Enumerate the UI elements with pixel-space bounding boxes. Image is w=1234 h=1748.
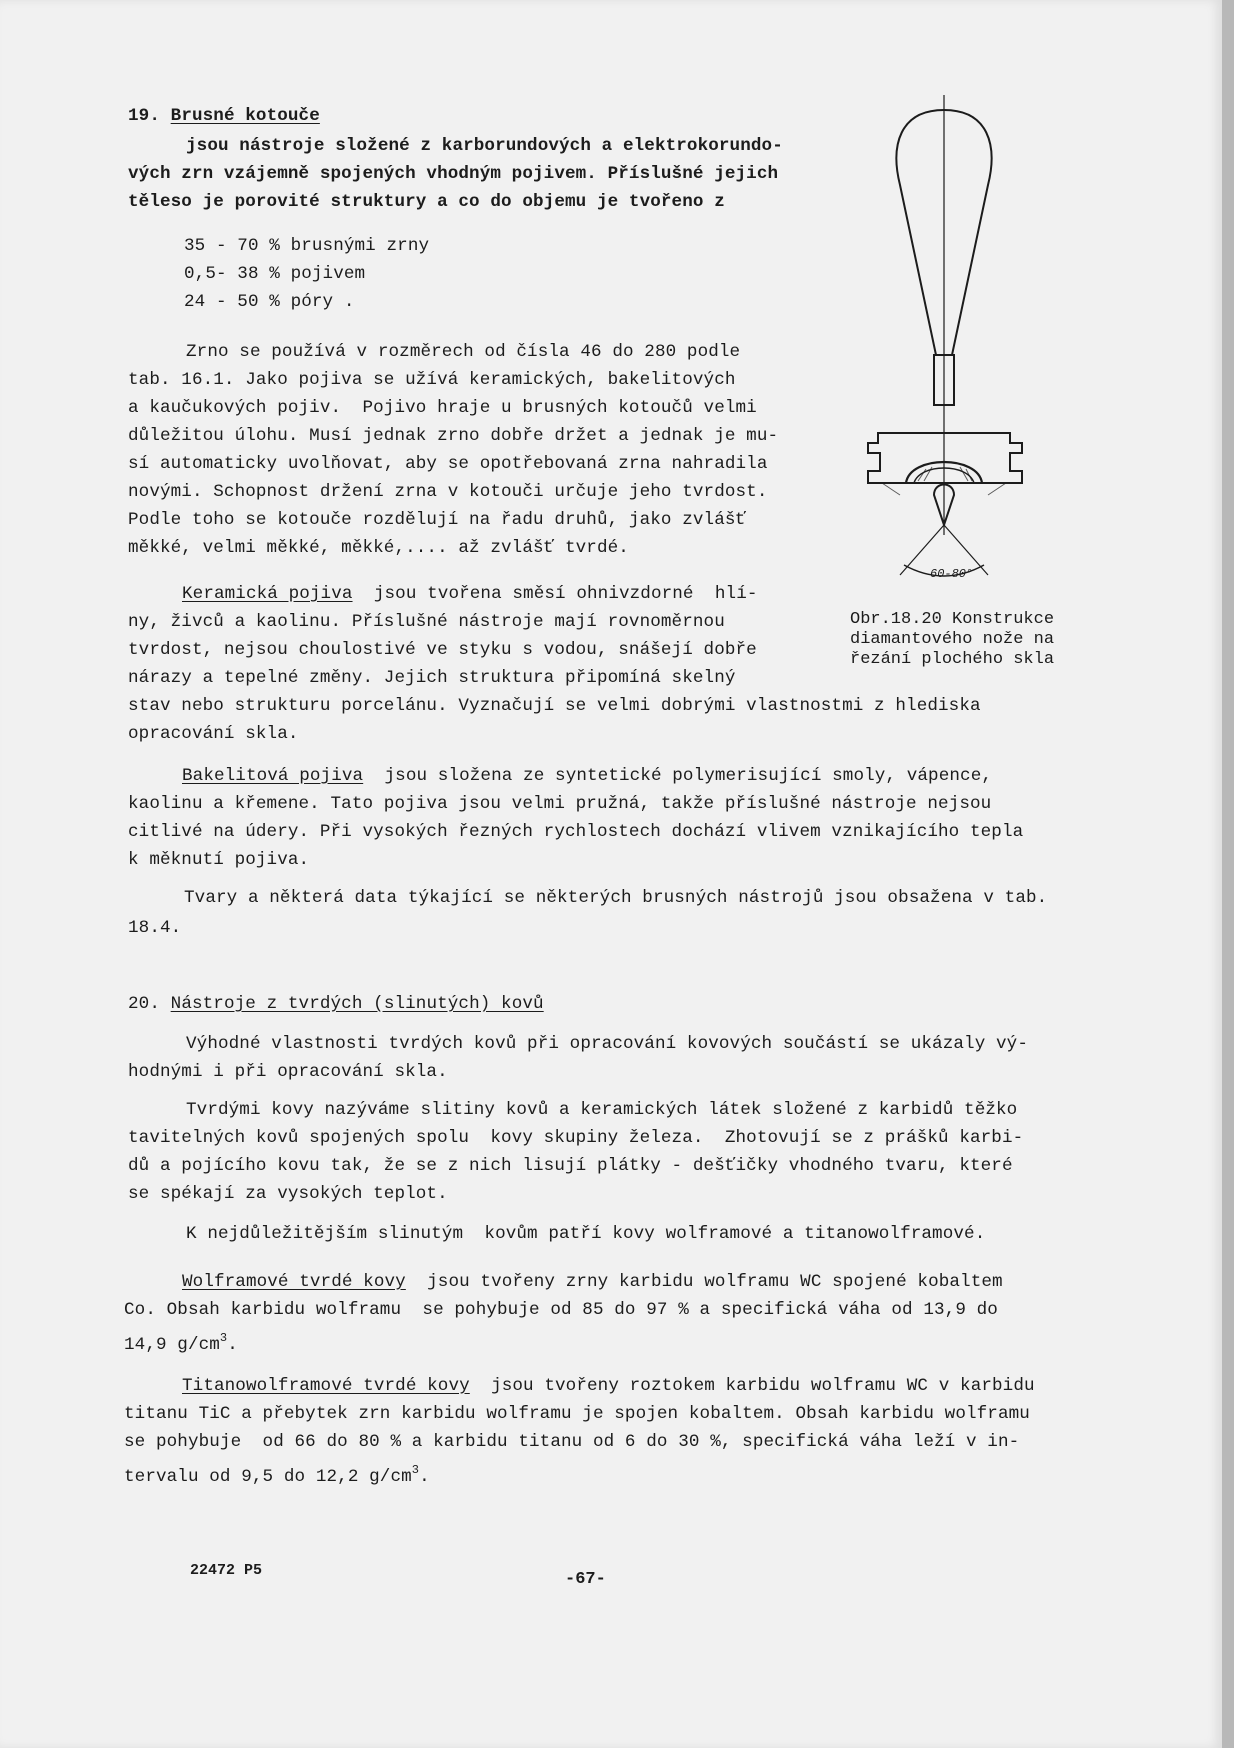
term-wolframove-kovy: Wolframové tvrdé kovy — [182, 1272, 406, 1292]
angle-label: 60-80° — [930, 567, 974, 581]
text-line: tavitelných kovů spojených spolu kovy skupiny železa. Zhotovují se z prášků karbi- — [128, 1128, 1024, 1148]
text-line: Podle toho se kotouče rozdělují na řadu druhů, jako zvlášť — [128, 510, 747, 530]
composition-item: 35 - 70 % brusnými zrny — [184, 236, 430, 256]
wolframove-paragraph-start — [182, 1268, 1003, 1296]
text-line: se spékají za vysokých teplot. — [128, 1184, 448, 1204]
text-span: jsou tvořena směsí ohnivzdorné hlí- — [352, 584, 758, 604]
text-span: jsou složena ze syntetické polymerisující smoly, vápence, — [363, 766, 993, 786]
text-line: dů a pojícího kovu tak, že se z nich lisují plátky - dešťičky vhodného tvaru, které — [128, 1156, 1013, 1176]
text-line: těleso je porovité struktury a co do objemu je tvořeno z — [128, 192, 725, 212]
composition-item: 24 - 50 % póry . — [184, 292, 355, 312]
text-line: Co. Obsah karbidu wolframu se pohybuje od 85 do 97 % a specifická váha od 13,9 do — [124, 1300, 998, 1320]
text-line: K nejdůležitějším slinutým kovům patří kovy wolframové a titanowolframové. — [186, 1224, 986, 1244]
text-span: tervalu od 9,5 do 12,2 g/cm — [124, 1467, 412, 1487]
section-20-heading — [128, 990, 544, 1018]
text-line: Tvary a některá data týkající se některých brusných nástrojů jsou obsažena v tab. — [184, 888, 1048, 908]
section-title: Nástroje z tvrdých (slinutých) kovů — [170, 994, 544, 1014]
section-number: 19. — [128, 106, 160, 126]
text-span: jsou tvořeny zrny karbidu wolframu WC spojené kobaltem — [405, 1272, 1003, 1292]
text-line: kaolinu a křemene. Tato pojiva jsou velmi pružná, takže příslušné nástroje nejsou — [128, 794, 992, 814]
text-line: tvrdost, nejsou choulostivé ve styku s vodou, snášejí dobře — [128, 640, 757, 660]
figure-caption-line: Obr.18.20 Konstrukce — [850, 610, 1055, 629]
text-line: titanu TiC a přebytek zrn karbidu wolframu je spojen kobaltem. Obsah karbidu wolframu — [124, 1404, 1030, 1424]
text-line: novými. Schopnost držení zrna v kotouči určuje jeho tvrdost. — [128, 482, 768, 502]
text-line: hodnými i při opracování skla. — [128, 1062, 448, 1082]
text-line: Zrno se používá v rozměrech od čísla 46 do 280 podle — [186, 342, 741, 362]
term-titanowolframove-kovy: Titanowolframové tvrdé kovy — [182, 1376, 470, 1396]
superscript: 3 — [411, 1463, 420, 1477]
text-line: a kaučukových pojiv. Pojivo hraje u brusných kotoučů velmi — [128, 398, 757, 418]
text-line: stav nebo strukturu porcelánu. Vyznačují se velmi dobrými vlastnostmi z hlediska — [128, 696, 981, 716]
text-line: k měknutí pojiva. — [128, 850, 310, 870]
text-line: jsou nástroje složené z karborundových a elektrokorundo- — [186, 136, 783, 156]
text-line — [124, 1456, 430, 1491]
document-code: 22472 P5 — [190, 1562, 263, 1579]
text-span: . — [227, 1335, 238, 1355]
text-line: ny, živců a kaolinu. Příslušné nástroje mají rovnoměrnou — [128, 612, 725, 632]
text-line: důležitou úlohu. Musí jednak zrno dobře držet a jednak je mu- — [128, 426, 779, 446]
titanowolframove-paragraph-start — [182, 1372, 1035, 1400]
term-bakelitova-pojiva: Bakelitová pojiva — [182, 766, 364, 786]
text-line — [124, 1324, 238, 1359]
text-line: měkké, velmi měkké, měkké,.... až zvlášť tvrdé. — [128, 538, 629, 558]
text-line: Výhodné vlastnosti tvrdých kovů při opracování kovových součástí se ukázaly vý- — [186, 1034, 1028, 1054]
keramicka-paragraph-start — [182, 580, 758, 608]
page-number: -67- — [565, 1570, 606, 1589]
page-edge — [1222, 0, 1234, 1748]
text-span: jsou tvořeny roztokem karbidu wolframu WC v karbidu — [469, 1376, 1035, 1396]
section-title: Brusné kotouče — [170, 106, 320, 126]
term-keramicka-pojiva: Keramická pojiva — [182, 584, 353, 604]
text-line: vých zrn vzájemně spojených vhodným pojivem. Příslušné jejich — [128, 164, 779, 184]
section-19-heading — [128, 102, 320, 130]
text-span: . — [419, 1467, 430, 1487]
text-line: opracování skla. — [128, 724, 299, 744]
diamond-knife-figure — [860, 95, 1060, 595]
section-number: 20. — [128, 994, 160, 1014]
bakelitova-paragraph-start — [182, 762, 992, 790]
composition-item: 0,5- 38 % pojivem — [184, 264, 366, 284]
figure-caption-line: řezání plochého skla — [850, 650, 1055, 669]
text-line: 18.4. — [128, 918, 182, 938]
figure-caption-line: diamantového nože na — [850, 630, 1055, 649]
text-line: tab. 16.1. Jako pojiva se užívá keramických, bakelitových — [128, 370, 736, 390]
text-line: Tvrdými kovy nazýváme slitiny kovů a keramických látek složené z karbidů těžko — [186, 1100, 1018, 1120]
superscript: 3 — [219, 1331, 228, 1345]
text-line: nárazy a tepelné změny. Jejich struktura připomíná skelný — [128, 668, 736, 688]
text-line: sí automaticky uvolňovat, aby se opotřebovaná zrna nahradila — [128, 454, 768, 474]
text-line: citlivé na údery. Při vysokých řezných rychlostech dochází vlivem vznikajícího tepla — [128, 822, 1024, 842]
text-span: 14,9 g/cm — [124, 1335, 220, 1355]
text-line: se pohybuje od 66 do 80 % a karbidu titanu od 6 do 30 %, specifická váha leží v in- — [124, 1432, 1020, 1452]
